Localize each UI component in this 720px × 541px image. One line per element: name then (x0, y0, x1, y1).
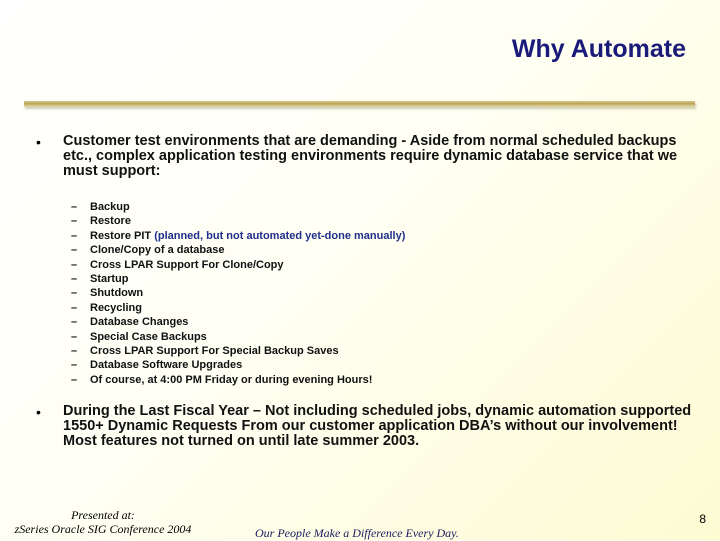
dash-marker: – (71, 359, 78, 372)
title-divider (24, 101, 695, 107)
task-label: Backup (90, 201, 130, 213)
bullet-fiscal-year: During the Last Fiscal Year – Not including scheduled jobs, dynamic automation supported 1550+ Dynamic Requests From our customer application DBA’s without our involvement! Most features not turned on until late summer 2003. (63, 403, 692, 449)
task-list-item (71, 301, 405, 315)
task-label: Startup (90, 272, 129, 285)
dash-marker: – (71, 330, 78, 343)
task-label: Database Changes (90, 316, 189, 329)
dash-marker: – (71, 373, 78, 386)
task-label: Cross LPAR Support For Clone/Copy (90, 258, 284, 271)
task-list (71, 200, 405, 387)
bullet-marker: • (36, 134, 41, 150)
task-list-item (71, 200, 405, 214)
task-label: Clone/Copy of a database (90, 244, 225, 257)
task-list-item (71, 330, 405, 344)
dash-marker: – (71, 287, 78, 300)
task-label: Cross LPAR Support For Special Backup Saves (90, 344, 339, 357)
dash-marker: – (71, 215, 78, 228)
conference-name: zSeries Oracle SIG Conference 2004 (14, 522, 192, 536)
dash-marker: – (71, 258, 78, 271)
task-list-item (71, 229, 405, 243)
task-list-item (71, 344, 405, 358)
task-label: Restore (90, 215, 131, 228)
slide-title: Why Automate (511, 35, 686, 63)
task-label: Shutdown (90, 287, 144, 300)
task-list-item (71, 373, 405, 387)
task-list-item (71, 243, 405, 257)
footer-motto: Our People Make a Difference Every Day. (255, 526, 459, 540)
dash-marker: – (71, 316, 78, 329)
page-number: 8 (699, 512, 706, 526)
task-list-item (71, 286, 405, 300)
task-label: Special Case Backups (90, 330, 207, 343)
task-label: Restore PIT (90, 229, 155, 242)
footer-presented-at (8, 508, 198, 536)
dash-marker: – (71, 272, 78, 285)
task-list-item (71, 272, 405, 286)
dash-marker: – (71, 344, 78, 357)
task-list-item (71, 315, 405, 329)
presented-label: Presented at: (71, 508, 135, 522)
dash-marker: – (71, 229, 78, 242)
bullet-marker: • (36, 404, 41, 420)
task-list-item (71, 214, 405, 228)
bullet-customer-environments: Customer test environments that are demanding - Aside from normal scheduled backups etc., complex application testing environments require dynamic database service that we must support: (63, 133, 678, 179)
dash-marker: – (71, 201, 78, 213)
dash-marker: – (71, 244, 78, 257)
dash-marker: – (71, 301, 78, 314)
task-list-item (71, 258, 405, 272)
task-label: Database Software Upgrades (90, 359, 243, 372)
task-list-item (71, 358, 405, 372)
task-label: Recycling (90, 301, 142, 314)
task-note: (planned, but not automated yet-done manually) (154, 229, 406, 242)
task-label: Of course, at 4:00 PM Friday or during evening Hours! (90, 373, 373, 386)
